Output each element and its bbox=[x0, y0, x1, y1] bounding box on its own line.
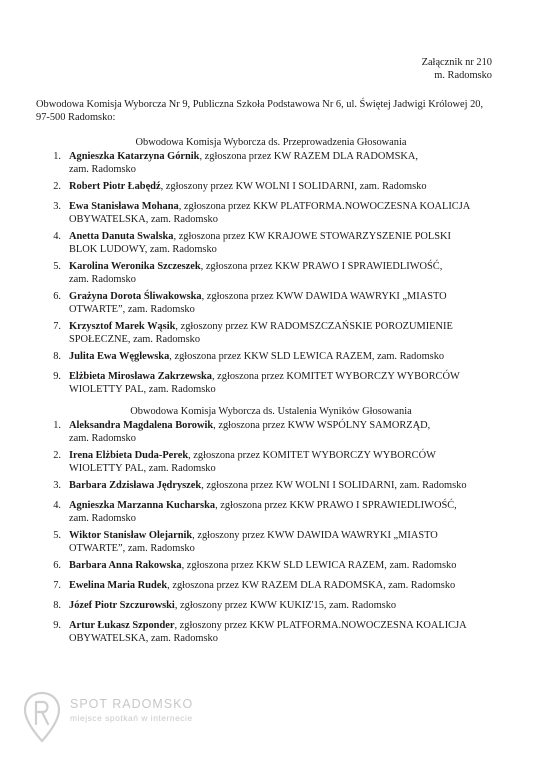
member-details-cont: WIOLETTY PAL, zam. Radomsko bbox=[69, 383, 216, 395]
member-name: Wiktor Stanisław Olejarnik bbox=[69, 530, 193, 541]
list-item: 4. Agnieszka Marzanna Kucharska, zgłoszona przez KKW PRAWO I SPRAWIEDLIWOŚĆ, zam. Radomsko bbox=[47, 500, 507, 526]
watermark-brand: SPOT RADOMSKO bbox=[70, 697, 194, 711]
section-title-voting: Obwodowa Komisja Wyborcza ds. Przeprowadzenia Głosowania bbox=[135, 137, 407, 148]
member-details-cont: WIOLETTY PAL, zam. Radomsko bbox=[69, 462, 216, 474]
member-details: , zgłoszona przez KWW DAWIDA WAWRYKI „MIASTO bbox=[201, 291, 447, 302]
member-name: Barbara Zdzisława Jędryszek bbox=[69, 480, 202, 491]
spot-radomsko-watermark bbox=[22, 690, 242, 750]
member-details: , zgłoszony przez KKW PLATFORMA.NOWOCZESNA KOALICJA bbox=[174, 620, 467, 631]
member-details-cont: OBYWATELSKA, zam. Radomsko bbox=[69, 632, 218, 644]
watermark-tagline: miejsce spotkań w internecie bbox=[70, 712, 193, 723]
member-name: Artur Łukasz Szponder bbox=[69, 620, 175, 631]
section-title-results: Obwodowa Komisja Wyborcza ds. Ustalenia Wyników Głosowania bbox=[130, 406, 412, 417]
list-item: 2. Robert Piotr Łabędź, zgłoszony przez KW WOLNI I SOLIDARNI, zam. Radomsko bbox=[53, 181, 427, 192]
member-details: , zgłoszona przez KKW SLD LEWICA RAZEM, zam. Radomsko bbox=[169, 351, 445, 362]
member-name: Anetta Danuta Swalska bbox=[69, 231, 174, 242]
member-details-cont: OTWARTE”, zam. Radomsko bbox=[69, 542, 195, 554]
member-details: , zgłoszona przez KKW PRAWO I SPRAWIEDLIWOŚĆ, bbox=[215, 500, 457, 511]
member-details: , zgłoszona przez KOMITET WYBORCZY WYBORCÓW bbox=[188, 450, 436, 461]
member-details: , zgłoszona przez KWW WSPÓLNY SAMORZĄD, bbox=[213, 420, 431, 431]
member-details: , zgłoszona przez KW RAZEM DLA RADOMSKA, zam. Radomsko bbox=[167, 580, 456, 591]
member-details: , zgłoszona przez KW WOLNI I SOLIDARNI, zam. Radomsko bbox=[201, 480, 467, 491]
member-name: Józef Piotr Szczurowski bbox=[69, 600, 175, 611]
member-details: , zgłoszona przez KKW PLATFORMA.NOWOCZESNA KOALICJA bbox=[178, 201, 471, 212]
annex-city: m. Radomsko bbox=[434, 70, 492, 81]
list-item: 5. Karolina Weronika Szczeszek, zgłoszona przez KKW PRAWO I SPRAWIEDLIWOŚĆ, zam. Radomsko bbox=[47, 261, 507, 287]
member-name: Aleksandra Magdalena Borowik bbox=[69, 420, 214, 431]
member-name: Barbara Anna Rakowska bbox=[69, 560, 182, 571]
list-item: 9. Artur Łukasz Szponder, zgłoszony przez KKW PLATFORMA.NOWOCZESNA KOALICJA OBYWATELSKA, zam. Radomsko bbox=[47, 620, 507, 646]
member-name: Grażyna Dorota Śliwakowska bbox=[69, 291, 202, 302]
member-name: Julita Ewa Węglewska bbox=[69, 351, 170, 362]
list-item: 7. Krzysztof Marek Wąsik, zgłoszony przez KW RADOMSZCZAŃSKIE POROZUMIENIE SPOŁECZNE, zam. Radomsko bbox=[47, 321, 507, 347]
list-item: 9. Elżbieta Mirosława Zakrzewska, zgłoszona przez KOMITET WYBORCZY WYBORCÓW WIOLETTY PAL, zam. Radomsko bbox=[47, 371, 507, 397]
member-name: Ewelina Maria Rudek bbox=[69, 580, 168, 591]
member-details: , zgłoszony przez KW WOLNI I SOLIDARNI, zam. Radomsko bbox=[160, 181, 427, 192]
member-list-voting bbox=[47, 151, 507, 397]
location-pin-icon bbox=[22, 690, 62, 744]
member-details-cont: BLOK LUDOWY, zam. Radomsko bbox=[69, 243, 217, 255]
commission-header bbox=[36, 98, 508, 124]
member-name: Agnieszka Katarzyna Górnik bbox=[69, 151, 200, 162]
member-details: , zgłoszony przez KWW DAWIDA WAWRYKI „MIASTO bbox=[192, 530, 438, 541]
list-item: 6. Grażyna Dorota Śliwakowska, zgłoszona przez KWW DAWIDA WAWRYKI „MIASTO OTWARTE”, zam. Radomsko bbox=[47, 291, 507, 317]
member-details: , zgłoszona przez KW KRAJOWE STOWARZYSZENIE POLSKI bbox=[173, 231, 452, 242]
annex-number: Załącznik nr 210 bbox=[421, 57, 492, 68]
member-name: Ewa Stanisława Mohana bbox=[69, 201, 179, 212]
member-details-cont: OBYWATELSKA, zam. Radomsko bbox=[69, 213, 218, 225]
member-details: , zgłoszona przez KW RAZEM DLA RADOMSKA, bbox=[199, 151, 419, 162]
list-item: 8. Julita Ewa Węglewska, zgłoszona przez KKW SLD LEWICA RAZEM, zam. Radomsko bbox=[53, 351, 445, 362]
member-details-cont: zam. Radomsko bbox=[69, 273, 136, 285]
list-item: 7. Ewelina Maria Rudek, zgłoszona przez KW RAZEM DLA RADOMSKA, zam. Radomsko bbox=[53, 580, 456, 591]
list-item: 5. Wiktor Stanisław Olejarnik, zgłoszony przez KWW DAWIDA WAWRYKI „MIASTO OTWARTE”, zam. Radomsko bbox=[47, 530, 507, 556]
member-name: Krzysztof Marek Wąsik bbox=[69, 321, 176, 332]
member-name: Elżbieta Mirosława Zakrzewska bbox=[69, 371, 212, 382]
list-item: 2. Irena Elżbieta Duda-Perek, zgłoszona przez KOMITET WYBORCZY WYBORCÓW WIOLETTY PAL, zam. Radomsko bbox=[47, 450, 507, 476]
list-item: 6. Barbara Anna Rakowska, zgłoszona przez KKW SLD LEWICA RAZEM, zam. Radomsko bbox=[53, 560, 457, 571]
commission-address-line2: 97-500 Radomsko: bbox=[36, 112, 116, 123]
member-details-cont: zam. Radomsko bbox=[69, 432, 136, 444]
member-name: Agnieszka Marzanna Kucharska bbox=[69, 500, 216, 511]
member-list-results bbox=[47, 420, 507, 646]
member-details-cont: OTWARTE”, zam. Radomsko bbox=[69, 303, 195, 315]
list-item: 1. Agnieszka Katarzyna Górnik, zgłoszona przez KW RAZEM DLA RADOMSKA, zam. Radomsko bbox=[47, 151, 507, 177]
member-details-cont: SPOŁECZNE, zam. Radomsko bbox=[69, 333, 201, 345]
member-name: Karolina Weronika Szczeszek bbox=[69, 261, 201, 272]
member-name: Robert Piotr Łabędź bbox=[69, 181, 161, 192]
member-details: , zgłoszony przez KW RADOMSZCZAŃSKIE POROZUMIENIE bbox=[175, 321, 453, 332]
list-item: 4. Anetta Danuta Swalska, zgłoszona przez KW KRAJOWE STOWARZYSZENIE POLSKI BLOK LUDOWY, zam. Radomsko bbox=[47, 231, 507, 257]
member-details: , zgłoszony przez KWW KUKIZ'15, zam. Radomsko bbox=[174, 600, 397, 611]
annex-label bbox=[422, 56, 492, 82]
list-item: 8. Józef Piotr Szczurowski, zgłoszony przez KWW KUKIZ'15, zam. Radomsko bbox=[53, 600, 397, 611]
member-details-cont: zam. Radomsko bbox=[69, 163, 136, 175]
list-item: 3. Barbara Zdzisława Jędryszek, zgłoszona przez KW WOLNI I SOLIDARNI, zam. Radomsko bbox=[53, 480, 467, 491]
member-details: , zgłoszona przez KOMITET WYBORCZY WYBORCÓW bbox=[211, 371, 460, 382]
commission-address-line1: Obwodowa Komisja Wyborcza Nr 9, Publiczna Szkoła Podstawowa Nr 6, ul. Świętej Jadwigi Królowej 20, bbox=[36, 99, 484, 110]
member-details-cont: zam. Radomsko bbox=[69, 512, 136, 524]
list-item: 3. Ewa Stanisława Mohana, zgłoszona przez KKW PLATFORMA.NOWOCZESNA KOALICJA OBYWATELSKA, zam. Radomsko bbox=[47, 201, 507, 227]
list-item: 1. Aleksandra Magdalena Borowik, zgłoszona przez KWW WSPÓLNY SAMORZĄD, zam. Radomsko bbox=[47, 420, 507, 446]
member-details: , zgłoszona przez KKW PRAWO I SPRAWIEDLIWOŚĆ, bbox=[200, 261, 443, 272]
member-name: Irena Elżbieta Duda-Perek bbox=[69, 450, 189, 461]
member-details: , zgłoszona przez KKW SLD LEWICA RAZEM, zam. Radomsko bbox=[181, 560, 457, 571]
